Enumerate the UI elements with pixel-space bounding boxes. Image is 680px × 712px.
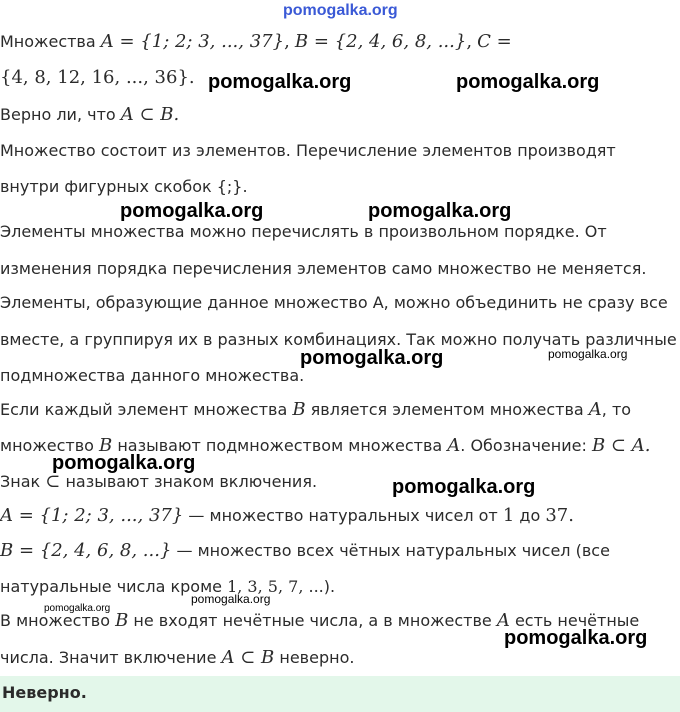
answer-text: Неверно. (2, 683, 87, 702)
watermark: pomogalka.org (191, 592, 271, 606)
solution-p3c: подмножества данного множества. (0, 366, 305, 385)
solution-p2a: Элементы множества можно перечислять в произвольном порядке. От (0, 222, 607, 241)
solution-p6: A = {1; 2; 3, ..., 37} — множество натуральных чисел от 1 до 37. (0, 505, 574, 526)
problem-line-2 (0, 67, 195, 89)
watermark: pomogalka.org (368, 200, 512, 222)
solution-p3b: вместе, а группируя их в разных комбинациях. Так можно получать различные (0, 330, 677, 349)
solution-p4b: множество B называют подмножеством множества A. Обозначение: B ⊂ A. (0, 435, 651, 456)
solution-p9: В множество B не входят нечётные числа, а в множестве A есть нечётные (0, 610, 640, 631)
solution-p7: B = {2, 4, 6, 8, ...} — множество всех чётных натуральных чисел (все (0, 540, 610, 561)
watermark: pomogalka.org (120, 200, 264, 222)
watermark: pomogalka.org (208, 71, 352, 93)
solution-p5: Знак ⊂ называют знаком включения. (0, 471, 318, 492)
watermark-top: pomogalka.org (283, 2, 398, 19)
problem-intro: Множества (0, 32, 96, 51)
watermark: pomogalka.org (456, 71, 600, 93)
solution-p1b: внутри фигурных скобок {;}. (0, 177, 248, 196)
watermark: pomogalka.org (504, 627, 648, 649)
subset-symbol: ⊂ (45, 471, 61, 492)
solution-p10: числа. Значит включение A ⊂ B неверно. (0, 647, 355, 668)
watermark: pomogalka.org (548, 347, 628, 361)
question-math: A ⊂ B. (120, 104, 180, 125)
solution-p4a: Если каждый элемент множества B является элементом множества A, то (0, 399, 632, 420)
answer-box (0, 676, 680, 712)
set-b: B = {2, 4, 6, 8, ...} (294, 31, 467, 52)
problem-question: Верно ли, что A ⊂ B. (0, 104, 180, 125)
set-c-start: C = (477, 31, 512, 52)
watermark: pomogalka.org (392, 476, 536, 498)
notation-math: B ⊂ A. (591, 435, 651, 456)
solution-p2b: изменения порядка перечисления элементов само множество не меняется. (0, 259, 647, 278)
set-c-end: {4, 8, 12, 16, ..., 36}. (0, 67, 195, 88)
set-a: A = {1; 2; 3, ..., 37} (100, 31, 285, 52)
watermark: pomogalka.org (300, 347, 444, 369)
problem-line-1: Множества A = {1; 2; 3, ..., 37}, B = {2, 4, 6, 8, ...}, C = (0, 31, 512, 52)
watermark: pomogalka.org (52, 452, 196, 474)
solution-p8: натуральные числа кроме 1, 3, 5, 7, ...). (0, 577, 336, 596)
solution-p1a: Множество состоит из элементов. Перечисление элементов производят (0, 141, 616, 160)
solution-p3a: Элементы, образующие данное множество A, можно объединить не сразу все (0, 293, 668, 312)
watermark: pomogalka.org (44, 603, 111, 614)
